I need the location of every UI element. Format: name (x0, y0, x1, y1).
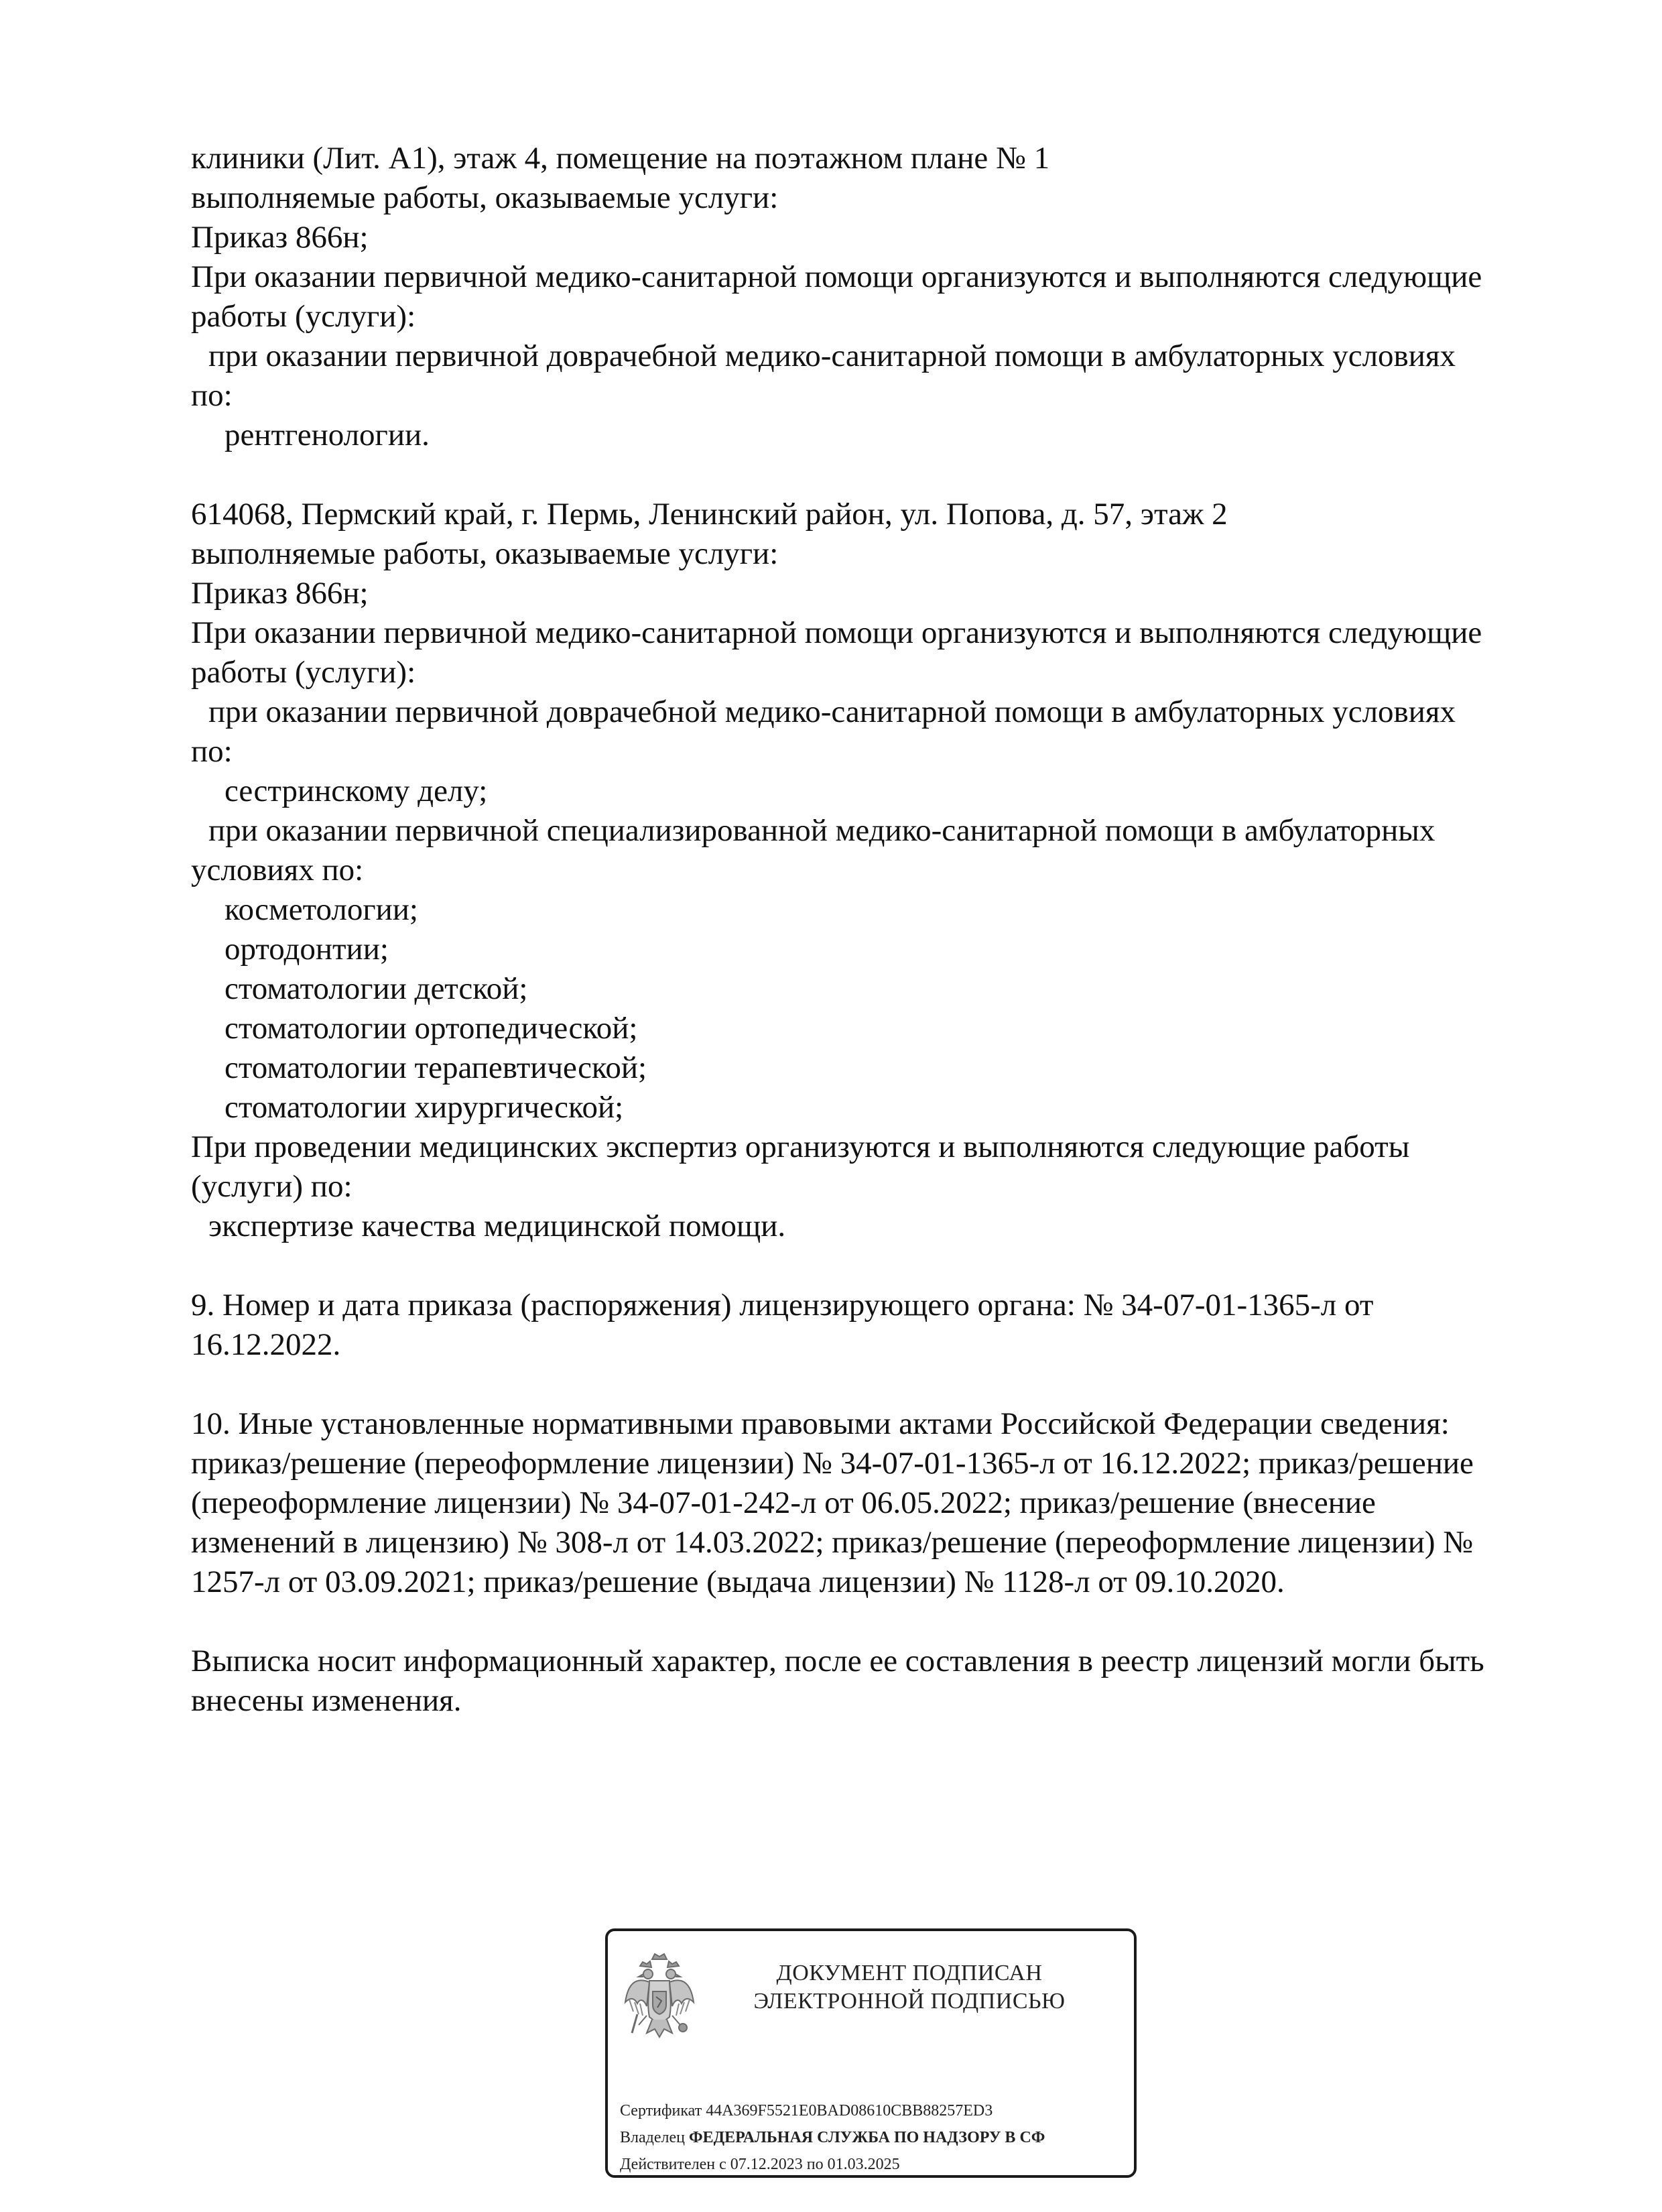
text-line: Выписка носит информационный характер, после ее составления в реестр лицензий могли быть (191, 1644, 1484, 1678)
text-line: стоматологии хирургической; (225, 1090, 624, 1125)
text-line: условиях по: (191, 853, 364, 887)
certificate-label: Сертификат (620, 2102, 702, 2119)
certificate-row (620, 2097, 1137, 2124)
text-line: При оказании первичной медико-санитарной помощи организуются и выполняются следующие (191, 259, 1482, 294)
text-line: стоматологии детской; (225, 971, 528, 1006)
owner-row (620, 2124, 1137, 2151)
text-line: по: (191, 734, 233, 769)
text-line: работы (услуги): (191, 299, 416, 334)
certificate-value: 44A369F5521E0BAD08610CBB88257ED3 (706, 2102, 993, 2119)
paragraph-gap (191, 455, 1558, 495)
paragraph-gap (191, 1602, 1558, 1642)
validity-row: Действителен с 07.12.2023 по 01.03.2025 (620, 2156, 900, 2173)
text-line: сестринскому делу; (225, 774, 488, 808)
text-line: стоматологии терапевтической; (225, 1050, 647, 1085)
text-line: изменений в лицензию) № 308-л от 14.03.2022; приказ/решение (переоформление лицензии) № (191, 1525, 1474, 1560)
text-line: 16.12.2022. (191, 1327, 341, 1362)
text-line: При оказании первичной медико-санитарной помощи организуются и выполняются следующие (191, 615, 1482, 650)
text-line: экспертизе качества медицинской помощи. (208, 1209, 786, 1243)
text-line: ортодонтии; (225, 932, 389, 967)
text-line: выполняемые работы, оказываемые услуги: (191, 180, 779, 215)
text-line: приказ/решение (переоформление лицензии) № 34-07-01-1365-л от 16.12.2022; приказ/решение (191, 1446, 1474, 1481)
owner-label: Владелец (620, 2129, 685, 2146)
owner-value: ФЕДЕРАЛЬНАЯ СЛУЖБА ПО НАДЗОРУ В СФ (688, 2129, 1045, 2146)
text-line: по: (191, 378, 233, 413)
text-line: работы (услуги): (191, 655, 416, 690)
paragraph-gap (191, 1246, 1558, 1286)
paragraph-gap (191, 1365, 1558, 1404)
text-line: клиники (Лит. А1), этаж 4, помещение на поэтажном плане № 1 (191, 141, 1050, 176)
stamp-title-line: ДОКУМЕНТ ПОДПИСАН (776, 1961, 1043, 1985)
document-body (191, 139, 1558, 1721)
text-line: выполняемые работы, оказываемые услуги: (191, 536, 779, 571)
text-line: Приказ 866н; (191, 576, 369, 611)
text-line: Приказ 866н; (191, 220, 369, 255)
text-line: (переоформление лицензии) № 34-07-01-242-л от 06.05.2022; приказ/решение (внесение (191, 1485, 1376, 1520)
text-line: внесены изменения. (191, 1683, 462, 1718)
text-line: При проведении медицинских экспертиз организуются и выполняются следующие работы (191, 1129, 1410, 1164)
text-line: 614068, Пермский край, г. Пермь, Ленинский район, ул. Попова, д. 57, этаж 2 (191, 497, 1228, 532)
text-line: 10. Иные установленные нормативными правовыми актами Российской Федерации сведения: (191, 1406, 1450, 1441)
text-line: при оказании первичной специализированной медико-санитарной помощи в амбулаторных (208, 813, 1435, 848)
text-line: стоматологии ортопедической; (225, 1011, 638, 1046)
text-line: (услуги) по: (191, 1169, 353, 1204)
text-line: 1257-л от 03.09.2021; приказ/решение (выдача лицензии) № 1128-л от 09.10.2020. (191, 1564, 1285, 1599)
text-line: косметологии; (225, 892, 418, 927)
stamp-details (620, 2097, 1137, 2178)
text-line: 9. Номер и дата приказа (распоряжения) лицензирующего органа: № 34-07-01-1365-л от (191, 1288, 1374, 1323)
text-line: рентгенологии. (225, 418, 430, 452)
stamp-title-line: ЭЛЕКТРОННОЙ ПОДПИСЬЮ (753, 1989, 1066, 2014)
electronic-signature-stamp (605, 1928, 1137, 2178)
russian-coat-of-arms-icon (623, 1950, 696, 2042)
text-line: при оказании первичной доврачебной медико-санитарной помощи в амбулаторных условиях (208, 694, 1456, 729)
text-line: при оказании первичной доврачебной медико-санитарной помощи в амбулаторных условиях (208, 339, 1456, 373)
stamp-title (708, 1959, 1110, 2016)
